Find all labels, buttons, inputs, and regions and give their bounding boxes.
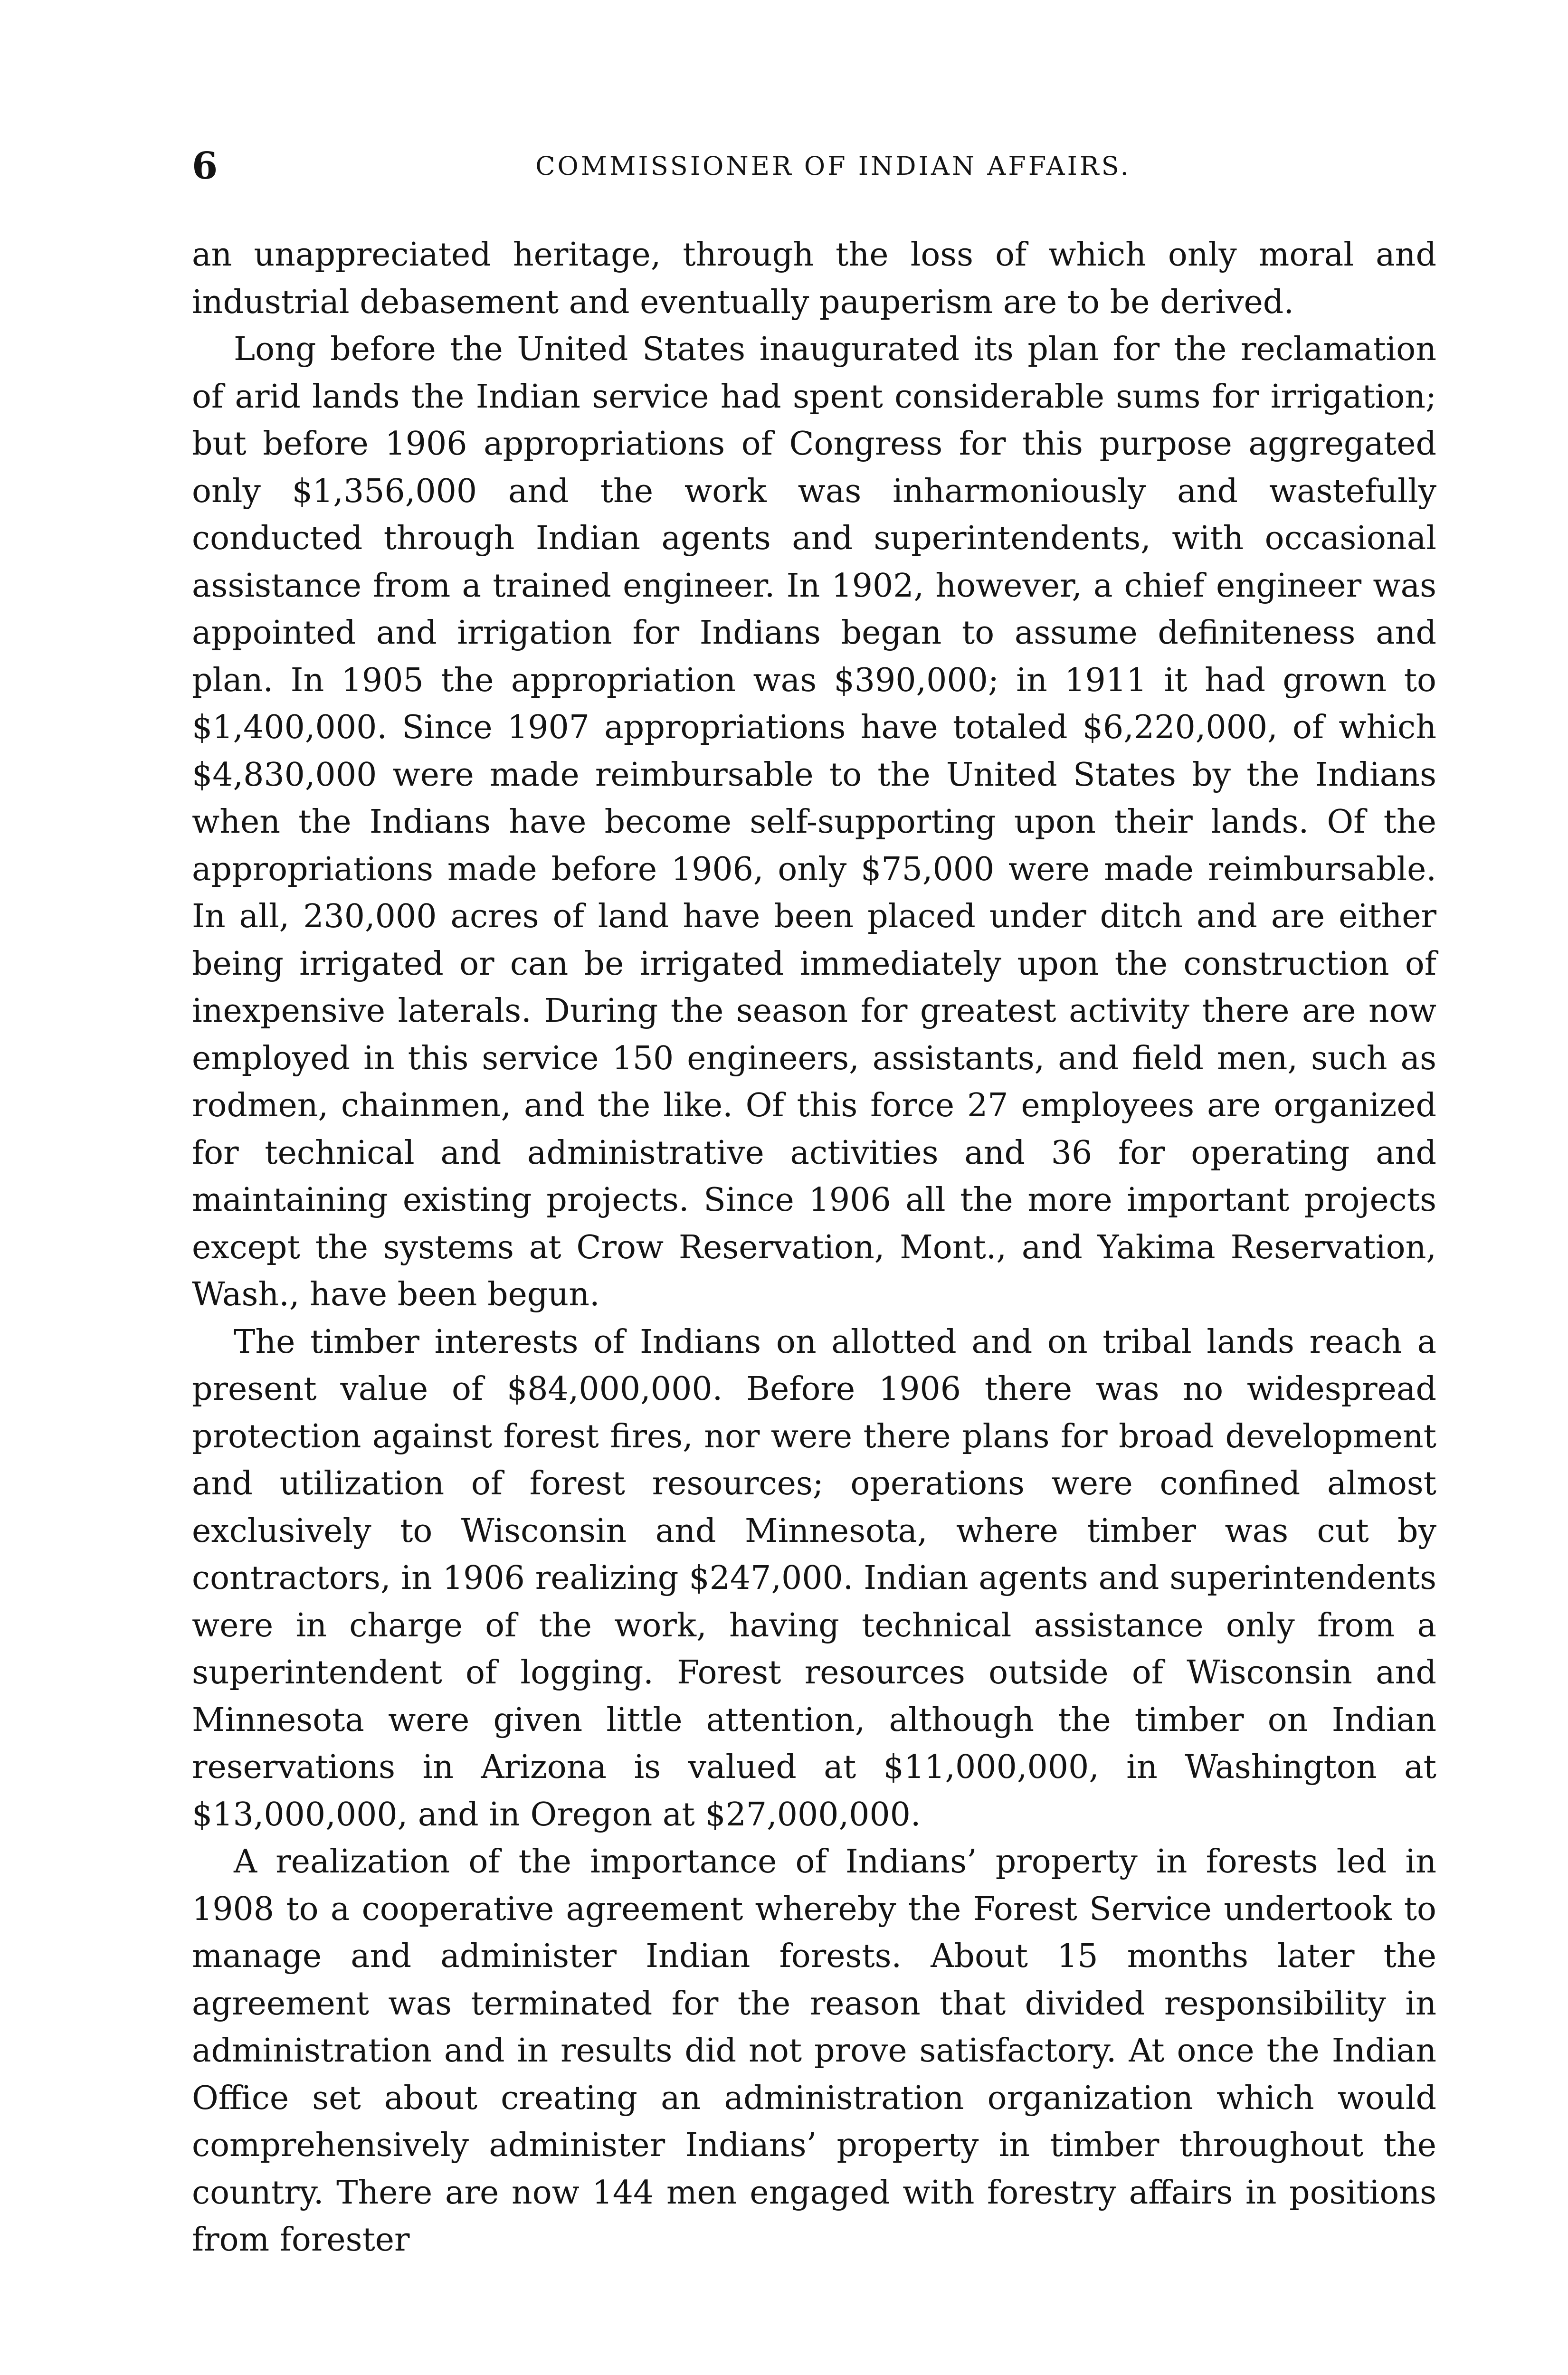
page-number: 6	[192, 144, 218, 188]
paragraph-timber-interests: The timber interests of Indians on allotted and on tribal lands reach a present value of $84,000,000. Before 1906 there was no widespread protection against forest fires, nor were there plans for broad development and utilization of forest resources; operations were confined almost exclusively to Wisconsin and Minnesota, where timber was cut by contractors, in 1906 realizing $247,000. Indian agents and superintendents were in charge of the work, having technical assistance only from a superintendent of logging. Forest resources outside of Wisconsin and Minnesota were given little attention, although the timber on Indian reservations in Arizona is valued at $11,000,000, in Washington at $13,000,000, and in Oregon at $27,000,000.	[192, 1323, 1436, 1834]
paragraph-irrigation: Long before the United States inaugurated its plan for the reclamation of arid lands the Indian service had spent considerable sums for irrigation; but before 1906 appropriations of Congress for this purpose aggregated only $1,356,000 and the work was inharmoniously and wastefully conducted through Indian agents and superintendents, with occasional assistance from a trained engineer. In 1902, however, a chief engineer was appointed and irrigation for Indians began to assume definiteness and plan. In 1905 the appropriation was $390,000; in 1911 it had grown to $1,400,000. Since 1907 appropriations have totaled $6,220,000, of which $4,830,000 were made reimbursable to the United States by the Indians when the Indians have become self-supporting upon their lands. Of the appropriations made before 1906, only $75,000 were made reimbursable. In all, 230,000 acres of land have been placed under ditch and are either being irrigated or can be irrigated immediately upon the construction of inexpensive laterals. During the season for greatest activity there are now employed in this service 150 engineers, assistants, and field men, such as rodmen, chainmen, and the like. Of this force 27 employees are organized for technical and administrative activities and 36 for operating and maintaining existing projects. Since 1906 all the more important projects except the systems at Crow Reservation, Mont., and Yakima Reservation, Wash., have been begun.	[192, 331, 1436, 1313]
paragraph-heritage-continuation: an unappreciated heritage, through the loss of which only moral and industrial debasement and eventually pauperism are to be derived.	[192, 236, 1436, 321]
paragraph-forestry-administration: A realization of the importance of Indians’ property in forests led in 1908 to a cooperative agreement whereby the Forest Service undertook to manage and administer Indian forests. About 15 months later the agreement was terminated for the reason that divided responsibility in administration and in results did not prove satisfactory. At once the Indian Office set about creating an administration organization which would comprehensively administer Indians’ property in timber throughout the country. There are now 144 men engaged with forestry affairs in positions from forester	[192, 1843, 1436, 2259]
body-text	[192, 231, 1436, 2264]
running-head: COMMISSIONER OF INDIAN AFFAIRS.	[535, 151, 1131, 181]
page-header	[192, 140, 1436, 192]
